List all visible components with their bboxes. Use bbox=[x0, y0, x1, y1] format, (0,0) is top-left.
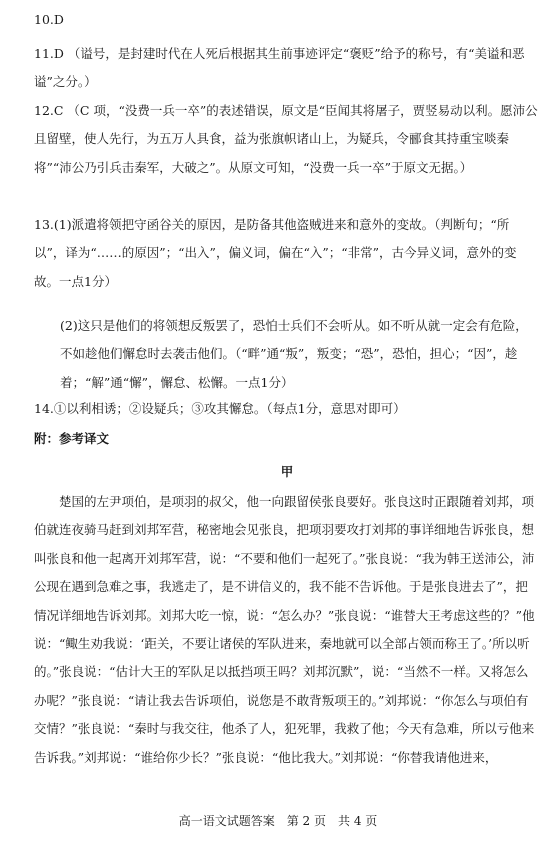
q12 bbox=[34, 97, 540, 182]
q11-number: 11. bbox=[34, 46, 54, 61]
q13-answer-1: (1)派遣将领把守函谷关的原因，是防备其他盗贼进来和意外的变故。（判断句；“所以”，译为“……的原因”；“出入”，偏义词，偏在“入”；“非常”，古今异义词，意外的变故。一点1分） bbox=[34, 217, 517, 289]
q10-number: 10. bbox=[34, 12, 54, 27]
q13-part2 bbox=[34, 312, 540, 397]
q10 bbox=[34, 6, 540, 34]
q13-answer-2: (2)这只是他们的将领想反叛罢了，恐怕士兵们不会听从。如不听从就一定会有危险，不如趁他们懈怠时去袭击他们。（“畔”通“叛”，叛变；“恐”，恐怕，担心；“因”，趁着；“解”通“懈”，懈怠、松懈。一点1分） bbox=[60, 318, 528, 390]
section-title: 甲 bbox=[280, 464, 294, 479]
q10-answer: D bbox=[53, 12, 64, 27]
q14-answer: ①以利相诱；②设疑兵；③攻其懈怠。（每点1分，意思对即可） bbox=[53, 401, 406, 416]
q13-part1 bbox=[34, 211, 540, 296]
q11-answer: D （谥号，是封建时代在人死后根据其生前事迹评定“褒贬”给予的称号，有“美谥和恶谥”之分。） bbox=[34, 46, 525, 90]
q12-answer: C （C 项，“没费一兵一卒”的表述错误，原文是“臣闻其将屠子，贾竖易动以利。愿沛公且留壁，使人先行，为五万人具食，益为张旗帜诸山上，为疑兵，令郦食其持重宝啖秦将”“沛公乃引兵击秦军，大破之”。从原文可知，“没费一兵一卒”于原文无据。） bbox=[34, 103, 538, 175]
q12-number: 12. bbox=[34, 103, 54, 118]
page-footer: 高一语文试题答案 第 2 页 共 4 页 bbox=[178, 814, 378, 828]
appendix-title: 附：参考译文 bbox=[34, 431, 110, 446]
q11 bbox=[34, 40, 540, 97]
q14-number: 14. bbox=[34, 401, 54, 416]
translation-paragraph: 楚国的左尹项伯，是项羽的叔父，他一向跟留侯张良要好。张良这时正跟随着刘邦，项伯就连夜骑马赶到刘邦军营，秘密地会见张良，把项羽要攻打刘邦的事详细地告诉张良，想叫张良和他一起离开刘邦军营，说：“不要和他们一起死了。”张良说：“我为韩王送沛公，沛公现在遇到急难之事，我逃走了，是不讲信义的，我不能不告诉他。于是张良进去了”，把情况详细地告诉刘邦。刘邦大吃一惊，说：“怎么办？”张良说：“谁替大王考虑这些的？”他说：“鲰生劝我说：‘距关，不要让诸侯的军队进来，秦地就可以全部占领而称王了。’所以听的。”张良说：“估计大王的军队足以抵挡项王吗？刘邦沉默”，说：“当然不一样。又将怎么办呢？”张良说：“请让我去告诉项伯，说您是不敢背叛项王的。”刘邦说：“你怎么与项伯有交情？”张良说：“秦时与我交往，他杀了人，犯死罪，我救了他；今天有急难，所以亏他来告诉我。”刘邦说：“谁给你少长？”张良说：“他比我大。”刘邦说：“你替我请他进来， bbox=[34, 494, 535, 765]
q13-number: 13. bbox=[34, 217, 54, 232]
q14 bbox=[34, 395, 540, 423]
